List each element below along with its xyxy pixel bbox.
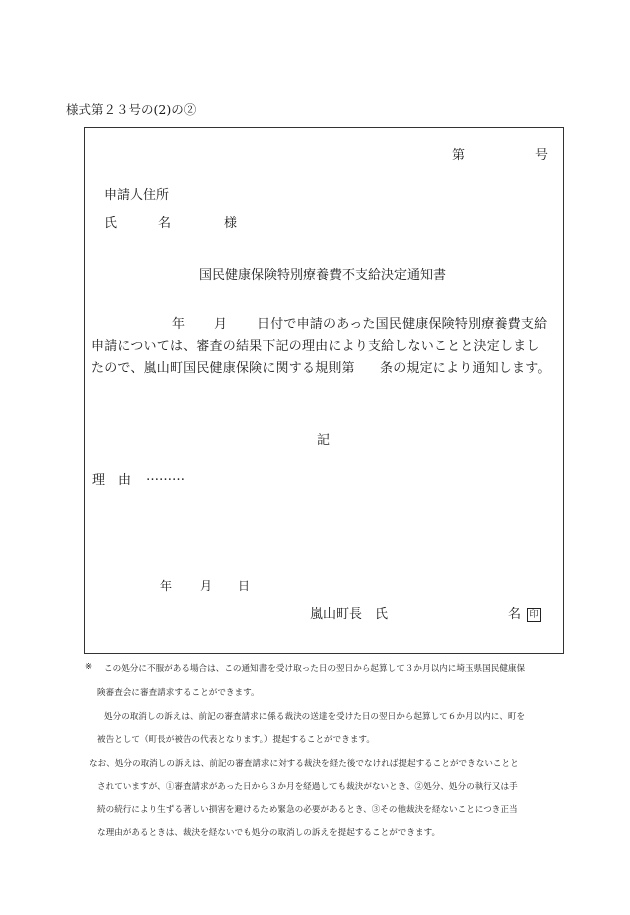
date-nen: 年 — [160, 579, 173, 593]
reason-value: ……… — [146, 469, 185, 484]
doc-number-go: 号 — [535, 148, 549, 163]
applicant-name-shi: 氏 — [104, 216, 118, 231]
note-mark: ※ — [85, 662, 93, 672]
applicant-address-label: 申請人住所 — [104, 188, 170, 203]
date-tsuki: 月 — [200, 579, 213, 593]
applicant-sama: 様 — [224, 216, 238, 231]
body-line2: 申請については、審査の結果下記の理由により支給しないことと決定しまし — [91, 339, 540, 354]
note-3c: 続の続行により生ずる著しい損害を避けるため緊急の必要があるとき、③その他裁決を経ないことにつき正当 — [97, 805, 518, 815]
reason-label-yu: 由 — [118, 473, 132, 488]
note-3d: な理由があるときは、裁決を経ないでも処分の取消しの訴えを提起することができます。 — [97, 828, 441, 838]
signer-title: 嵐山町長 氏 — [310, 607, 389, 622]
body-tsuki: 月 — [214, 317, 228, 332]
doc-number-dai: 第 — [452, 148, 466, 163]
note-3b: されていますが、①審査請求があった日から３か月を経過しても裁決がないとき、②処分、処分の執行又は手 — [97, 782, 518, 792]
signer-mei — [508, 603, 541, 622]
body-line1: 日付で申請のあった国民健康保険特別療養費支給 — [257, 317, 548, 332]
note-3a: なお、処分の取消しの訴えは、前記の審査請求に対する裁決を経た後でなければ提起することができないことと — [89, 759, 519, 769]
notice-frame — [84, 127, 564, 654]
note-2b: 被告として（町長が被告の代表となります。）提起することができます。 — [97, 735, 375, 745]
form-number: 様式第２３号の(2)の② — [66, 102, 197, 117]
date-hi: 日 — [238, 579, 251, 593]
seal-mark: 印 — [527, 608, 541, 622]
body-line3-tail: 条の規定により通知します。 — [380, 361, 551, 376]
document-title: 国民健康保険特別療養費不支給決定通知書 — [199, 268, 447, 283]
ki-label: 記 — [317, 433, 331, 448]
applicant-name-mei: 名 — [158, 216, 172, 231]
signer-mei-text: 名 — [508, 607, 522, 622]
note-1b: 険審査会に審査請求することができます。 — [97, 688, 260, 698]
reason-label-ri: 理 — [92, 473, 106, 488]
body-line3-head: たので、嵐山町国民健康保険に関する規則第 — [91, 361, 355, 376]
note-1a: この処分に不服がある場合は、この通知書を受け取った日の翌日から起算して３か月以内に埼玉県国民健康保 — [104, 664, 526, 674]
body-nen: 年 — [172, 317, 186, 332]
note-2a: 処分の取消しの訴えは、前記の審査請求に係る裁決の送達を受けた日の翌日から起算して６か月以内に、町を — [104, 712, 526, 722]
